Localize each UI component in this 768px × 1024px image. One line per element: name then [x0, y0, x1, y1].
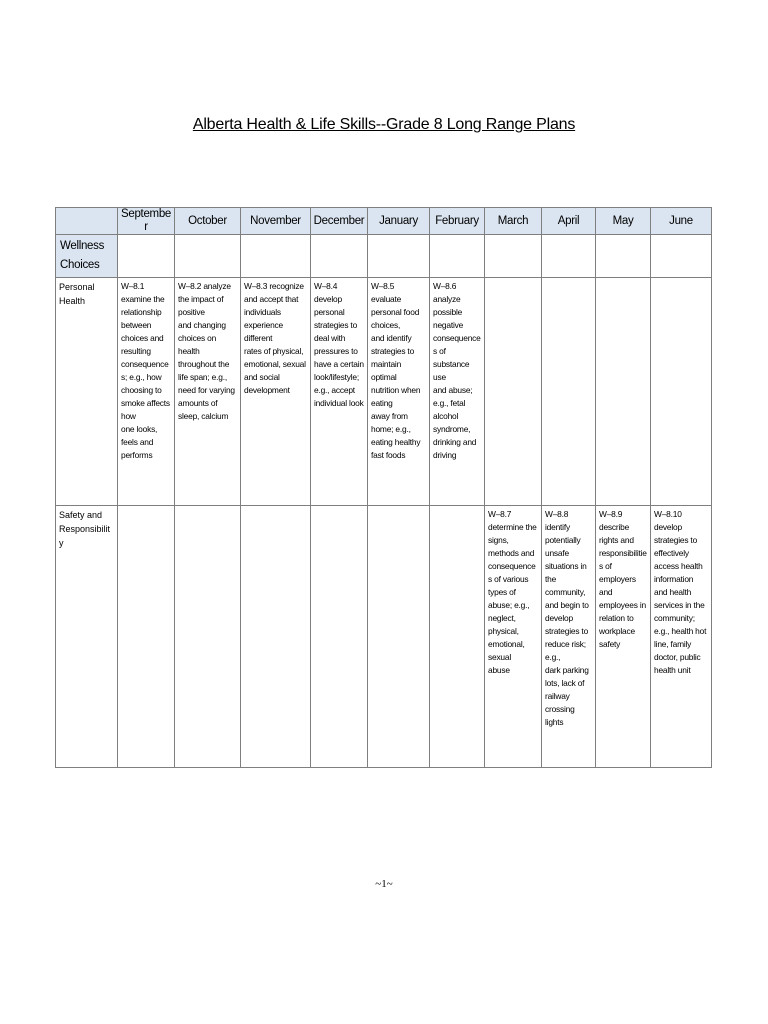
strand-label: Safety and Responsibility [56, 506, 118, 768]
month-header: April [542, 208, 596, 235]
outcome-cell: W–8.2 analyze the impact of positive and changing choices on health throughout the life span; e.g., need for varying amounts of sleep, calcium [175, 278, 241, 506]
section-row [56, 235, 712, 278]
outcome-cell: W–8.7 determine the signs, methods and consequences of various types of abuse; e.g., neglect, physical, emotional, sexual abuse [485, 506, 542, 768]
empty-cell [241, 235, 311, 278]
outcome-cell [368, 506, 430, 768]
month-header: December [311, 208, 368, 235]
outcome-cell: W–8.4 develop personal strategies to deal with pressures to have a certain look/lifestyle; e.g., accept individual look [311, 278, 368, 506]
outcome-cell: W–8.3 recognize and accept that individuals experience different rates of physical, emotional, sexual and social development [241, 278, 311, 506]
table-row [56, 278, 712, 506]
month-header: October [175, 208, 241, 235]
outcome-cell [175, 506, 241, 768]
long-range-plan-table [55, 207, 712, 768]
outcome-cell: W–8.10 develop strategies to effectively access health information and health services in the community; e.g., health hot line, family doctor, public health unit [651, 506, 712, 768]
page-number: ~1~ [375, 878, 393, 890]
month-header: September [118, 208, 175, 235]
outcome-cell: W–8.6 analyze possible negative consequences of substance use and abuse; e.g., fetal alcohol syndrome, drinking and driving [430, 278, 485, 506]
empty-cell [311, 235, 368, 278]
outcome-cell [118, 506, 175, 768]
empty-cell [542, 235, 596, 278]
month-header: January [368, 208, 430, 235]
outcome-cell: W–8.8 identify potentially unsafe situations in the community, and begin to develop strategies to reduce risk; e.g., dark parking lots, lack of railway crossing lights [542, 506, 596, 768]
outcome-cell: W–8.9 describe rights and responsibilities of employers and employees in relation to workplace safety [596, 506, 651, 768]
empty-cell [651, 235, 712, 278]
strand-label: Personal Health [56, 278, 118, 506]
month-header: November [241, 208, 311, 235]
outcome-cell: W–8.1 examine the relationship between choices and resulting consequences; e.g., how choosing to smoke affects how one looks, feels and performs [118, 278, 175, 506]
month-header: June [651, 208, 712, 235]
empty-cell [368, 235, 430, 278]
month-header: May [596, 208, 651, 235]
table-row [56, 506, 712, 768]
page-title: Alberta Health & Life Skills--Grade 8 Long Range Plans [192, 116, 576, 133]
month-header-row [56, 208, 712, 235]
section-label: Wellness Choices [56, 235, 118, 278]
outcome-cell [651, 278, 712, 506]
outcome-cell [485, 278, 542, 506]
month-header: March [485, 208, 542, 235]
empty-cell [118, 235, 175, 278]
empty-cell [175, 235, 241, 278]
month-header: February [430, 208, 485, 235]
outcome-cell [311, 506, 368, 768]
empty-cell [430, 235, 485, 278]
outcome-cell [430, 506, 485, 768]
empty-cell [485, 235, 542, 278]
outcome-cell [596, 278, 651, 506]
outcome-cell: W–8.5 evaluate personal food choices, and identify strategies to maintain optimal nutrition when eating away from home; e.g., eating healthy fast foods [368, 278, 430, 506]
outcome-cell [542, 278, 596, 506]
header-corner-cell [56, 208, 118, 235]
outcome-cell [241, 506, 311, 768]
empty-cell [596, 235, 651, 278]
